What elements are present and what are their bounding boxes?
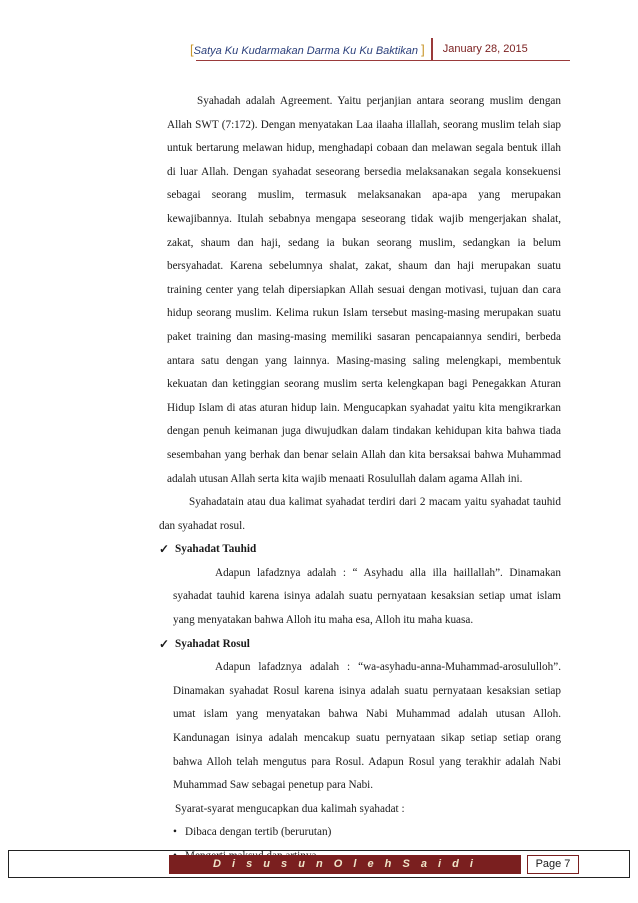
list-item [159,821,561,845]
header-divider [196,60,570,61]
check-mark-icon: ✓ [159,636,170,651]
header-date: January 28, 2015 [431,38,528,60]
bullet-icon: • [173,826,177,839]
header-title-text: Satya Ku Kudarmakan Darma Ku Ku Baktikan [193,44,419,57]
check-mark-icon: ✓ [159,542,170,557]
header-title [190,42,431,57]
paragraph-syahadatain: Syahadatain atau dua kalimat syahadat terdiri dari 2 macam yaitu syahadat tauhid dan syahadat rosul. [159,496,561,532]
header-bracket-close: ] [421,41,425,57]
heading-syahadat-rosul [159,633,561,657]
header-bracket-open: [ [190,41,194,57]
heading-syahadat-tauhid-label: Syahadat Tauhid [175,543,257,556]
paragraph-syahadah: Syahadah adalah Agreement. Yaitu perjanjian antara seorang muslim dengan Allah SWT (7:172). Dengan menyatakan Laa ilaaha illallah, seorang muslim telah siap untuk bertarung melawan hidup, menghadapi cobaan dan melawan segala bentuk illah di luar Allah. Dengan syahadat seseorang bersedia melaksanakan segala konsekuensi sebagai seorang muslim, termasuk melaksanakan apa-apa yang merupakan kewajibannya. Itulah sebabnya mengapa seseorang tidak wajib mengerjakan shalat, zakat, shaum dan haji, sedang ia bukan seorang muslim, sedangkan ia belum bersyahadat. Karena sebelumnya shalat, zakat, shaum dan haji merupakan suatu training center yang telah dipersiapkan Allah sesuai dengan motivasi, tujuan dan cara hidup seorang muslim. Kelima rukun Islam tersebut masing-masing merupakan suatu paket training dan masing-masing memiliki sasaran pencapaiannya sendiri, berbeda antara satu dengan yang lainnya. Masing-masing saling melengkapi, membentuk kekuatan dan ketinggian seorang muslim serta kelengkapan bagi Penegakkan Aturan Hidup Islam di atas aturan hidup lain. Mengucapkan syahadat yaitu kita mengikrarkan dengan penuh keimanan juga diwujudkan dalam tindakan kehidupan kita bahwa tiada sesembahan yang berhak dan benar selain Allah dan kita bersaksai bahwa Muhammad adalah utusan Allah serta kita wajib menaati Rosulullah dalam agama Allah ini. [167,95,561,485]
heading-syahadat-rosul-label: Syahadat Rosul [175,637,250,650]
footer-author: D i s u s u n O l e h S a i d i [169,855,521,874]
page-header [190,38,570,60]
syarat-intro: Syarat-syarat mengucapkan dua kalimah syahadat : [175,802,405,815]
heading-syahadat-tauhid [159,538,561,562]
list-item-label: Dibaca dengan tertib (berurutan) [185,826,332,839]
document-body [159,90,561,869]
page-footer [8,850,630,878]
page-number: Page 7 [527,855,579,874]
intro-block [159,90,561,538]
paragraph-tauhid: Adapun lafadznya adalah : “ Asyhadu alla illa haillallah”. Dinamakan syahadat tauhid karena isinya adalah suatu pernyataan kesaksian setiap umat islam yang menyatakan bahwa Alloh itu maha esa, Alloh itu maha kuasa. [173,566,561,627]
paragraph-rosul: Adapun lafadznya adalah : “wa-asyhadu-anna-Muhammad-arosululloh”. Dinamakan syahadat Rosul karena isinya adalah suatu pernyataan kesaksian setiap umat islam yang menyatakan bahwa Nabi Muhammad adalah utusan Alloh. Kandunagan isinya adalah mencakup suatu pernyataan sikap setiap setiap orang bahwa Alloh telah mengutus para Rosul. Adapun Rosul yang terakhir adalah Nabi Muhammad Saw sebagai penetup para Nabi. [173,661,561,792]
footer-bar [169,855,579,874]
